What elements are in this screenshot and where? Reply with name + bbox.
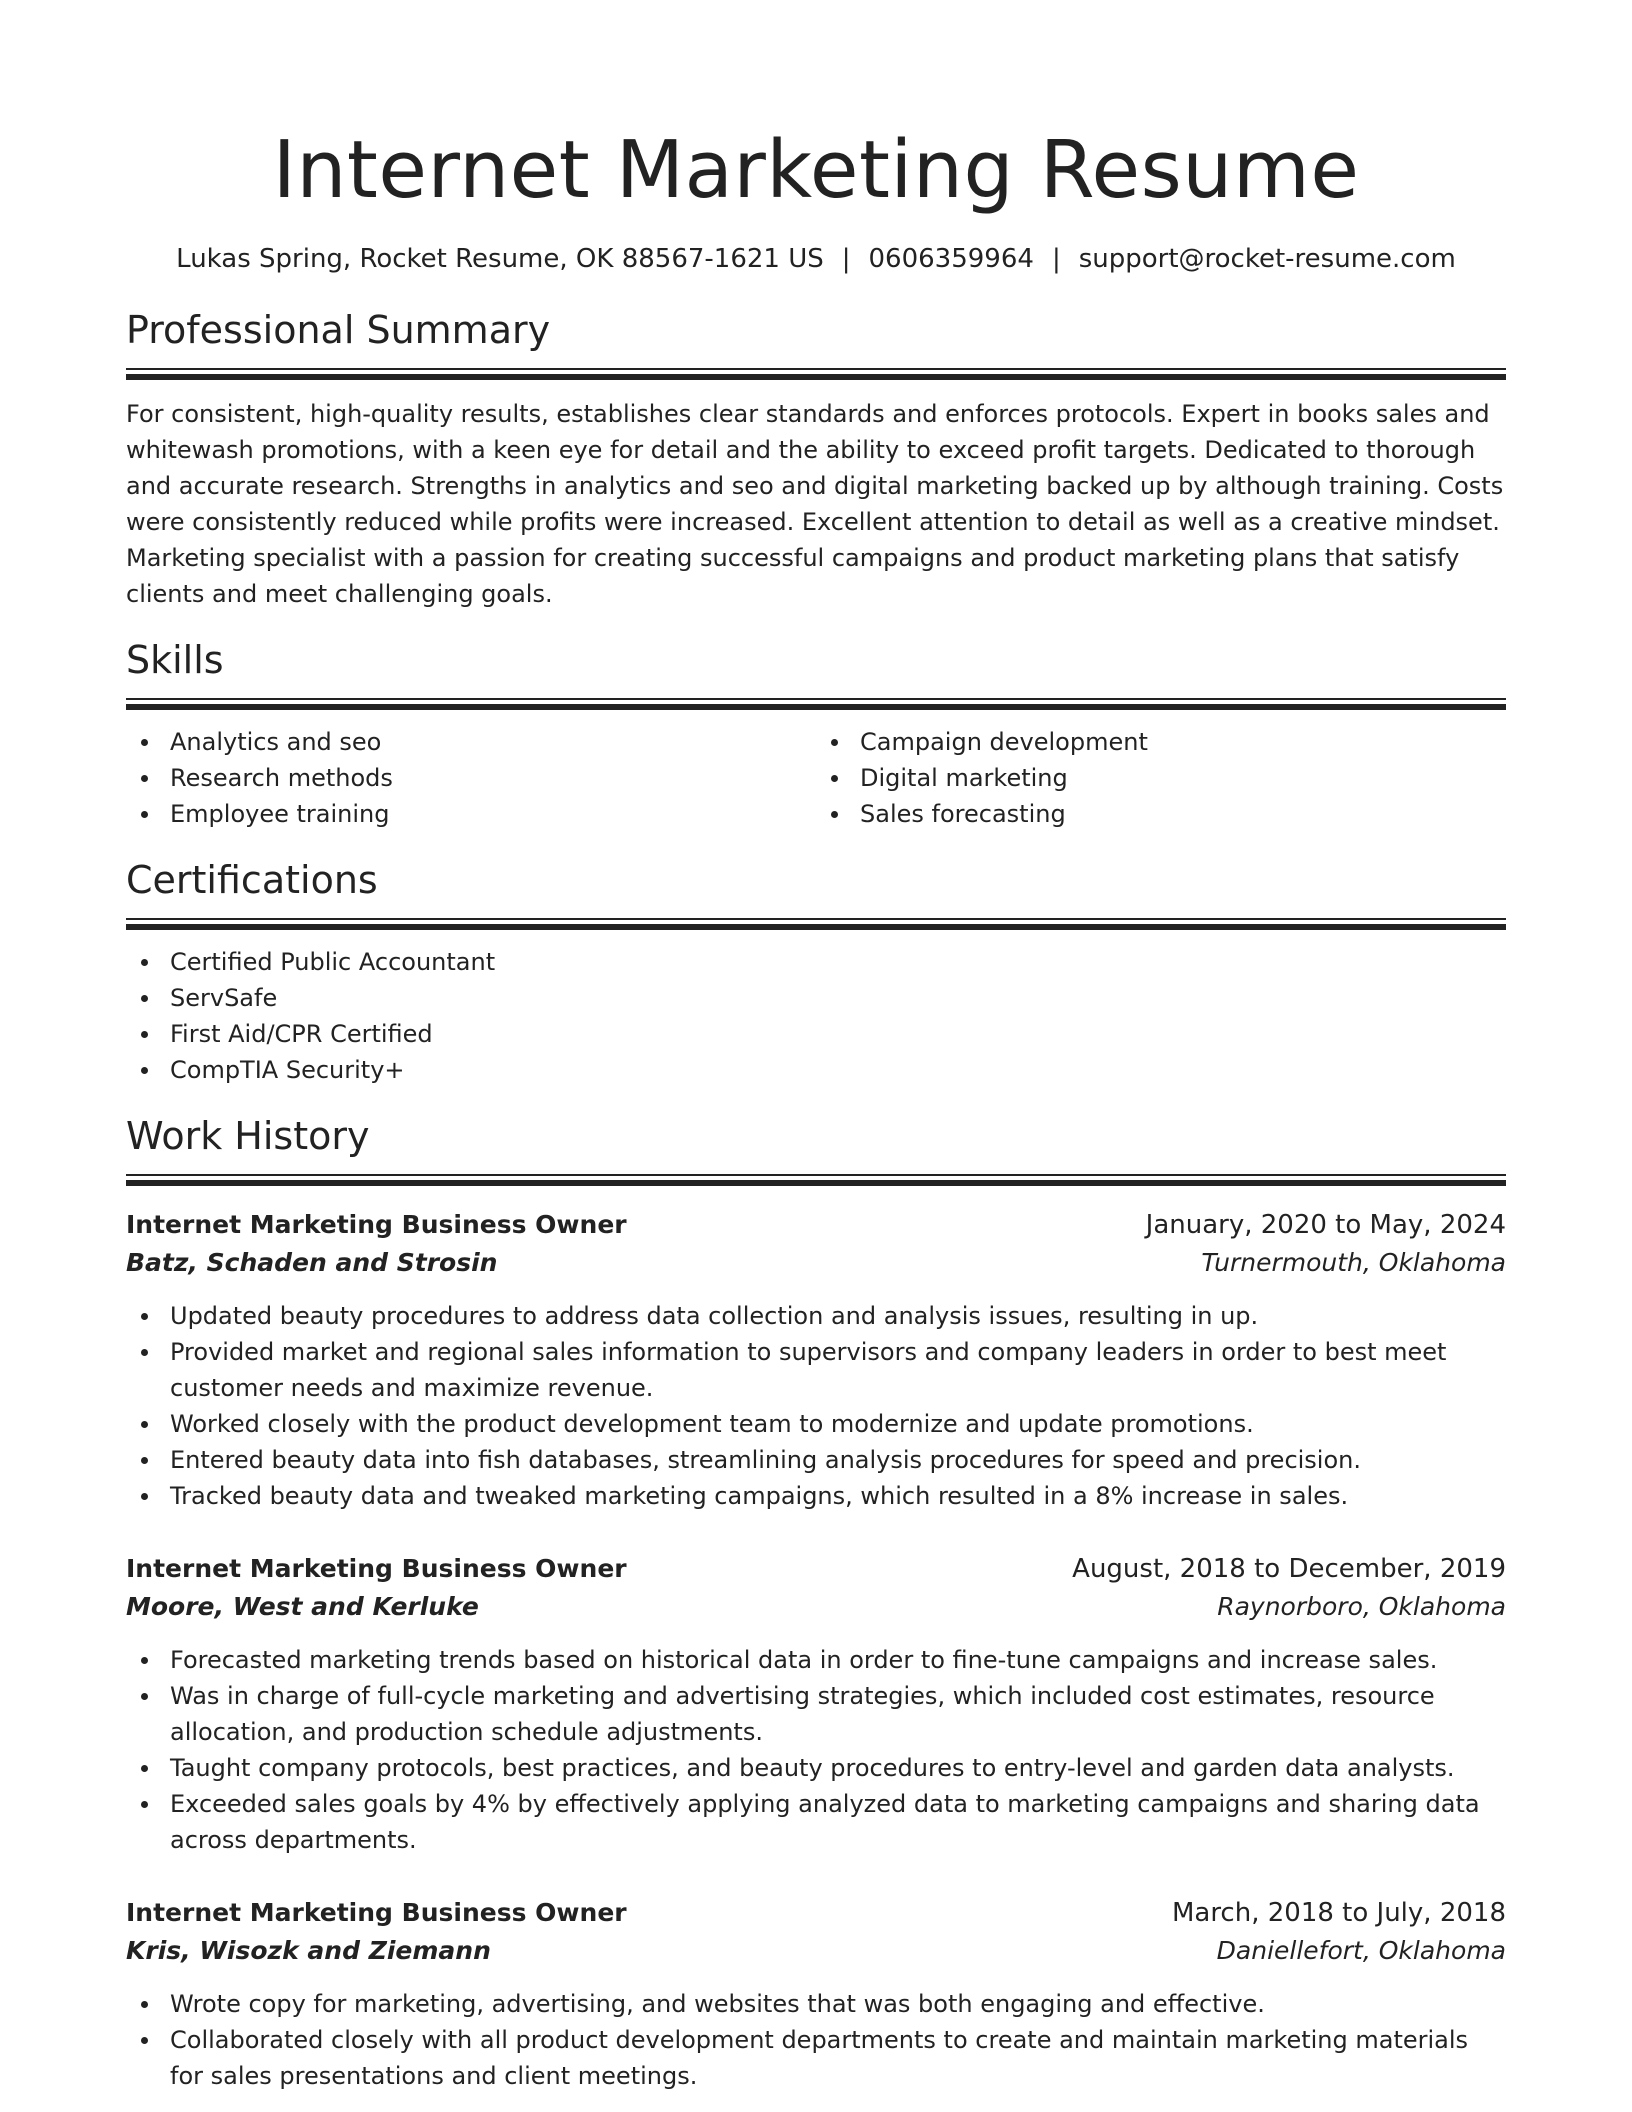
- skills-section: [126, 636, 1506, 832]
- job-duties-list: [126, 1642, 1506, 1858]
- job-duties-list: [126, 1986, 1506, 2094]
- job-duty: Taught company protocols, best practices, and beauty procedures to entry-level and garden data analysts.: [170, 1750, 1506, 1786]
- job-duty: Provided market and regional sales information to supervisors and company leaders in order to best meet customer needs and maximize revenue.: [170, 1334, 1506, 1406]
- work-history-section: [126, 1112, 1506, 2094]
- section-divider: [126, 918, 1506, 930]
- job-duty: Collaborated closely with all product development departments to create and maintain marketing materials for sales presentations and client meetings.: [170, 2022, 1506, 2094]
- job-company: Batz, Schaden and Strosin: [126, 1248, 498, 1277]
- work-history-heading: Work History: [126, 1114, 370, 1158]
- job-title: Internet Marketing Business Owner: [126, 1210, 627, 1239]
- skill-item: Sales forecasting: [860, 796, 1506, 832]
- section-divider: [126, 698, 1506, 710]
- job-title: Internet Marketing Business Owner: [126, 1554, 627, 1583]
- summary-text: For consistent, high-quality results, establishes clear standards and enforces protocols. Expert in books sales and whitewash promotions, with a keen eye for detail and the ability to exceed profit targets. Dedicated to thorough and accurate research. Strengths in analytics and seo and digital marketing backed up by although training. Costs were consistently reduced while profits were increased. Excellent attention to detail as well as a creative mindset. Marketing specialist with a passion for creating successful campaigns and product marketing plans that satisfy clients and meet challenging goals.: [126, 400, 1504, 608]
- skill-item: Campaign development: [860, 724, 1506, 760]
- contact-email: support@rocket-resume.com: [1078, 244, 1456, 274]
- skills-grid: [126, 724, 1506, 832]
- job-subheader-row: [126, 1932, 1506, 1970]
- certification-item: ServSafe: [170, 980, 1506, 1016]
- job-location: Raynorboro, Oklahoma: [1217, 1592, 1506, 1621]
- job-dates: January, 2020 to May, 2024: [1145, 1210, 1506, 1240]
- contact-phone: 0606359964: [868, 244, 1034, 274]
- section-divider: [126, 368, 1506, 380]
- job-subheader-row: [126, 1244, 1506, 1282]
- job-company: Kris, Wisozk and Ziemann: [126, 1936, 491, 1965]
- job-header-row: [126, 1550, 1506, 1588]
- certification-item: Certified Public Accountant: [170, 944, 1506, 980]
- job-entry: [126, 1894, 1506, 2094]
- certifications-section: [126, 856, 1506, 1088]
- certifications-heading: Certifications: [126, 858, 378, 902]
- skill-item: Employee training: [170, 796, 816, 832]
- job-duty: Wrote copy for marketing, advertising, and websites that was both engaging and effective.: [170, 1986, 1506, 2022]
- skills-list-left: [126, 724, 816, 832]
- job-location: Daniellefort, Oklahoma: [1216, 1936, 1506, 1965]
- skills-heading: Skills: [126, 638, 224, 682]
- section-divider: [126, 1174, 1506, 1186]
- skills-column-right: [816, 724, 1506, 832]
- contact-separator: |: [1051, 244, 1061, 274]
- job-duty: Forecasted marketing trends based on historical data in order to fine-tune campaigns and increase sales.: [170, 1642, 1506, 1678]
- skill-item: Research methods: [170, 760, 816, 796]
- job-duties-list: [126, 1298, 1506, 1514]
- contact-address: Lukas Spring, Rocket Resume, OK 88567-1621 US: [176, 244, 824, 274]
- skills-list-right: [816, 724, 1506, 832]
- skill-item: Digital marketing: [860, 760, 1506, 796]
- certification-item: CompTIA Security+: [170, 1052, 1506, 1088]
- contact-line: [126, 242, 1506, 276]
- skills-column-left: [126, 724, 816, 832]
- job-duty: Updated beauty procedures to address data collection and analysis issues, resulting in up.: [170, 1298, 1506, 1334]
- job-duty: Entered beauty data into fish databases, streamlining analysis procedures for speed and precision.: [170, 1442, 1506, 1478]
- job-title: Internet Marketing Business Owner: [126, 1898, 627, 1927]
- skill-item: Analytics and seo: [170, 724, 816, 760]
- job-entry: [126, 1550, 1506, 1858]
- summary-heading: Professional Summary: [126, 308, 551, 352]
- job-location: Turnermouth, Oklahoma: [1201, 1248, 1506, 1277]
- document-title: Internet Marketing Resume: [272, 124, 1360, 216]
- summary-section: [126, 306, 1506, 612]
- job-dates: March, 2018 to July, 2018: [1171, 1898, 1506, 1928]
- job-duty: Was in charge of full-cycle marketing and advertising strategies, which included cost estimates, resource allocation, and production schedule adjustments.: [170, 1678, 1506, 1750]
- job-duty: Worked closely with the product development team to modernize and update promotions.: [170, 1406, 1506, 1442]
- contact-separator: |: [841, 244, 851, 274]
- certifications-list: [126, 944, 1506, 1088]
- job-header-row: [126, 1894, 1506, 1932]
- job-entry: [126, 1206, 1506, 1514]
- job-duty: Exceeded sales goals by 4% by effectively applying analyzed data to marketing campaigns and sharing data across departments.: [170, 1786, 1506, 1858]
- job-company: Moore, West and Kerluke: [126, 1592, 479, 1621]
- job-dates: August, 2018 to December, 2019: [1072, 1554, 1506, 1584]
- job-subheader-row: [126, 1588, 1506, 1626]
- job-header-row: [126, 1206, 1506, 1244]
- certification-item: First Aid/CPR Certified: [170, 1016, 1506, 1052]
- job-duty: Tracked beauty data and tweaked marketing campaigns, which resulted in a 8% increase in sales.: [170, 1478, 1506, 1514]
